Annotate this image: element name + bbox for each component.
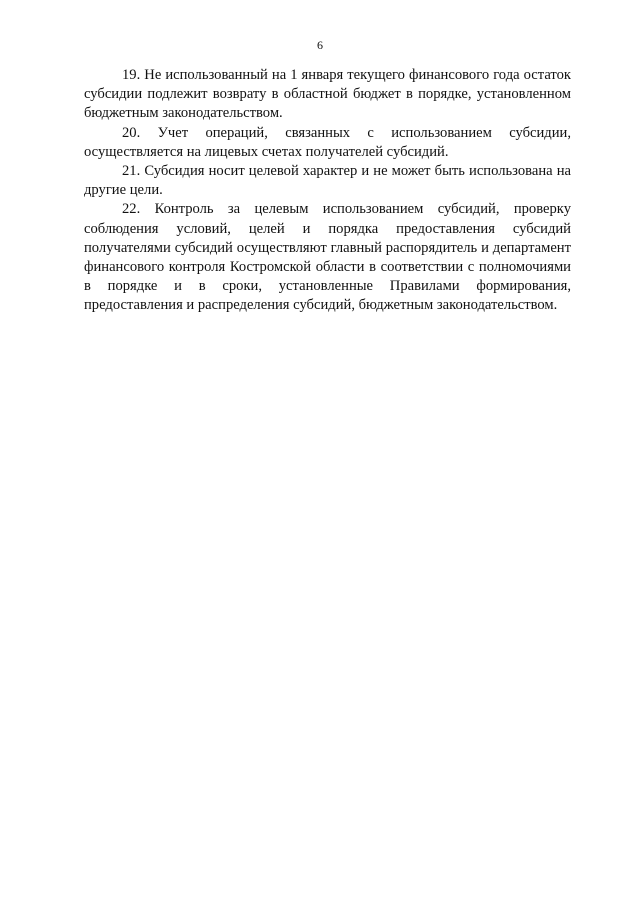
- page-number: 6: [317, 38, 323, 52]
- paragraph-22: 22. Контроль за целевым использованием субсидий, проверку соблюдения условий, целей и порядка предоставления субсидий получателями субсидий осуществляют главный распорядитель и департамент финансового контроля Костромской области в соответствии с полномочиями в порядке и в сроки, установленные Правилами формирования, предоставления и распределения субсидий, бюджетным законодательством.: [84, 201, 571, 314]
- paragraph-20: 20. Учет операций, связанных с использованием субсидии, осуществляется на лицевых счетах получателей субсидий.: [84, 124, 571, 160]
- paragraph-19: 19. Не использованный на 1 января текущего финансового года остаток субсидии подлежит возврату в областной бюджет в порядке, установленном бюджетным законодательством.: [84, 67, 571, 122]
- paragraph-21: 21. Субсидия носит целевой характер и не может быть использована на другие цели.: [84, 163, 571, 199]
- document-body: [84, 66, 571, 316]
